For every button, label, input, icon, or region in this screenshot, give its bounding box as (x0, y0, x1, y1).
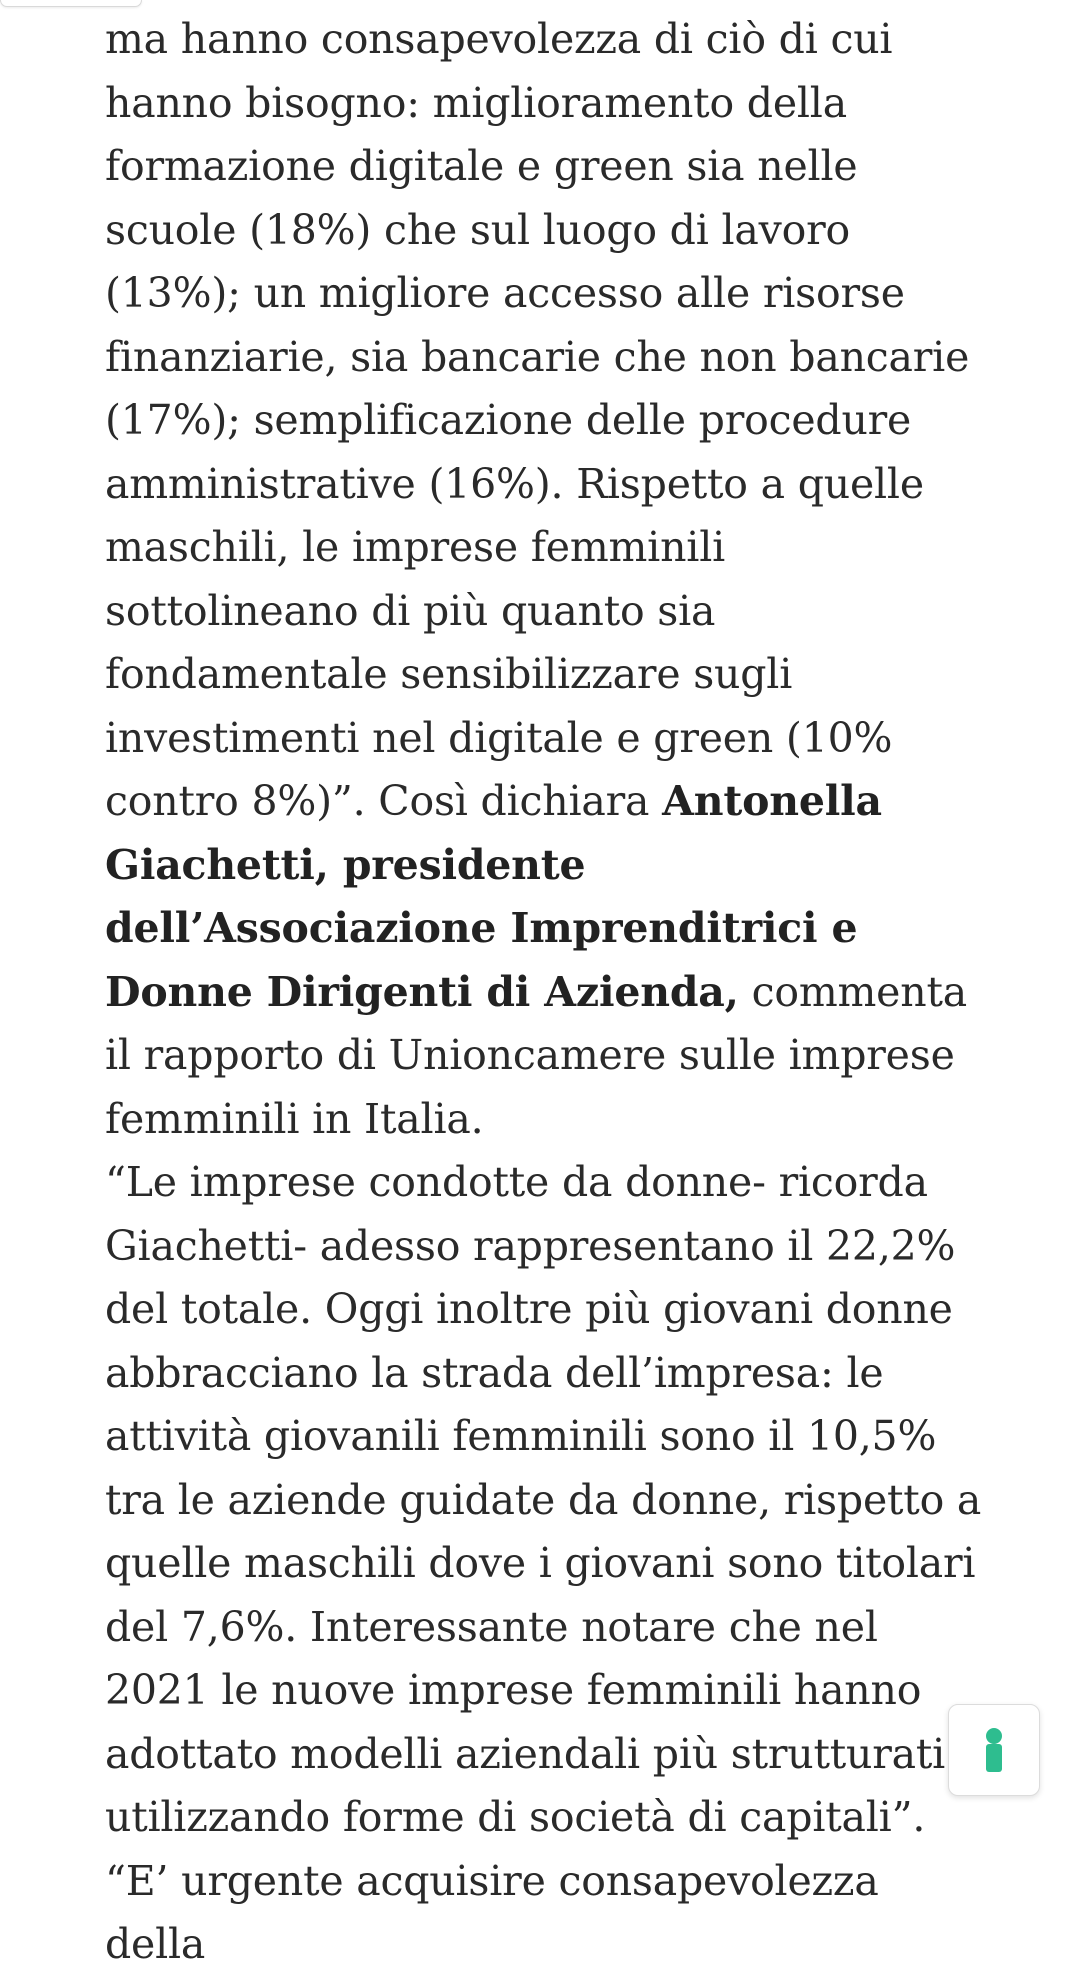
article-paragraph (105, 8, 985, 1151)
article-paragraph: “E’ urgente acquisire consapevolezza della (105, 1856, 879, 1968)
feedback-icon (983, 1727, 1005, 1773)
article-body (105, 8, 985, 1977)
author-name-bold: Antonella Giachetti, presidente dell’Associazione Imprenditrici e Donne Dirigenti di Azienda, (105, 777, 882, 1016)
article-paragraph: “Le imprese condotte da donne- ricorda Giachetti- adesso rappresentano il 22,2% del totale. Oggi inoltre più giovani donne abbracciano la strada dell’impresa: le attività giovanili femminili sono il 10,5% tra le aziende guidate da donne, rispetto a quelle maschili dove i giovani sono titolari del 7,6%. Interessante notare che nel 2021 le nuove imprese femminili hanno adottato modelli aziendali più strutturati utilizzando forme di società di capitali”. (105, 1158, 982, 1841)
paragraph-text: commenta il rapporto di Unioncamere sulle imprese femminili in Italia. (105, 967, 967, 1143)
feedback-button[interactable] (948, 1704, 1040, 1796)
top-tab-handle (0, 0, 142, 7)
paragraph-text: ma hanno consapevolezza di ciò di cui hanno bisogno: miglioramento della formazione digitale e green sia nelle scuole (18%) che sul luogo di lavoro (13%); un migliore accesso alle risorse finanziarie, sia bancarie che non bancarie (17%); semplificazione delle procedure amministrative (16%). Rispetto a quelle maschili, le imprese femminili sottolineano di più quanto sia fondamentale sensibilizzare sugli investimenti nel digitale e green (10% contro 8%)”. Così dichiara (105, 15, 970, 825)
